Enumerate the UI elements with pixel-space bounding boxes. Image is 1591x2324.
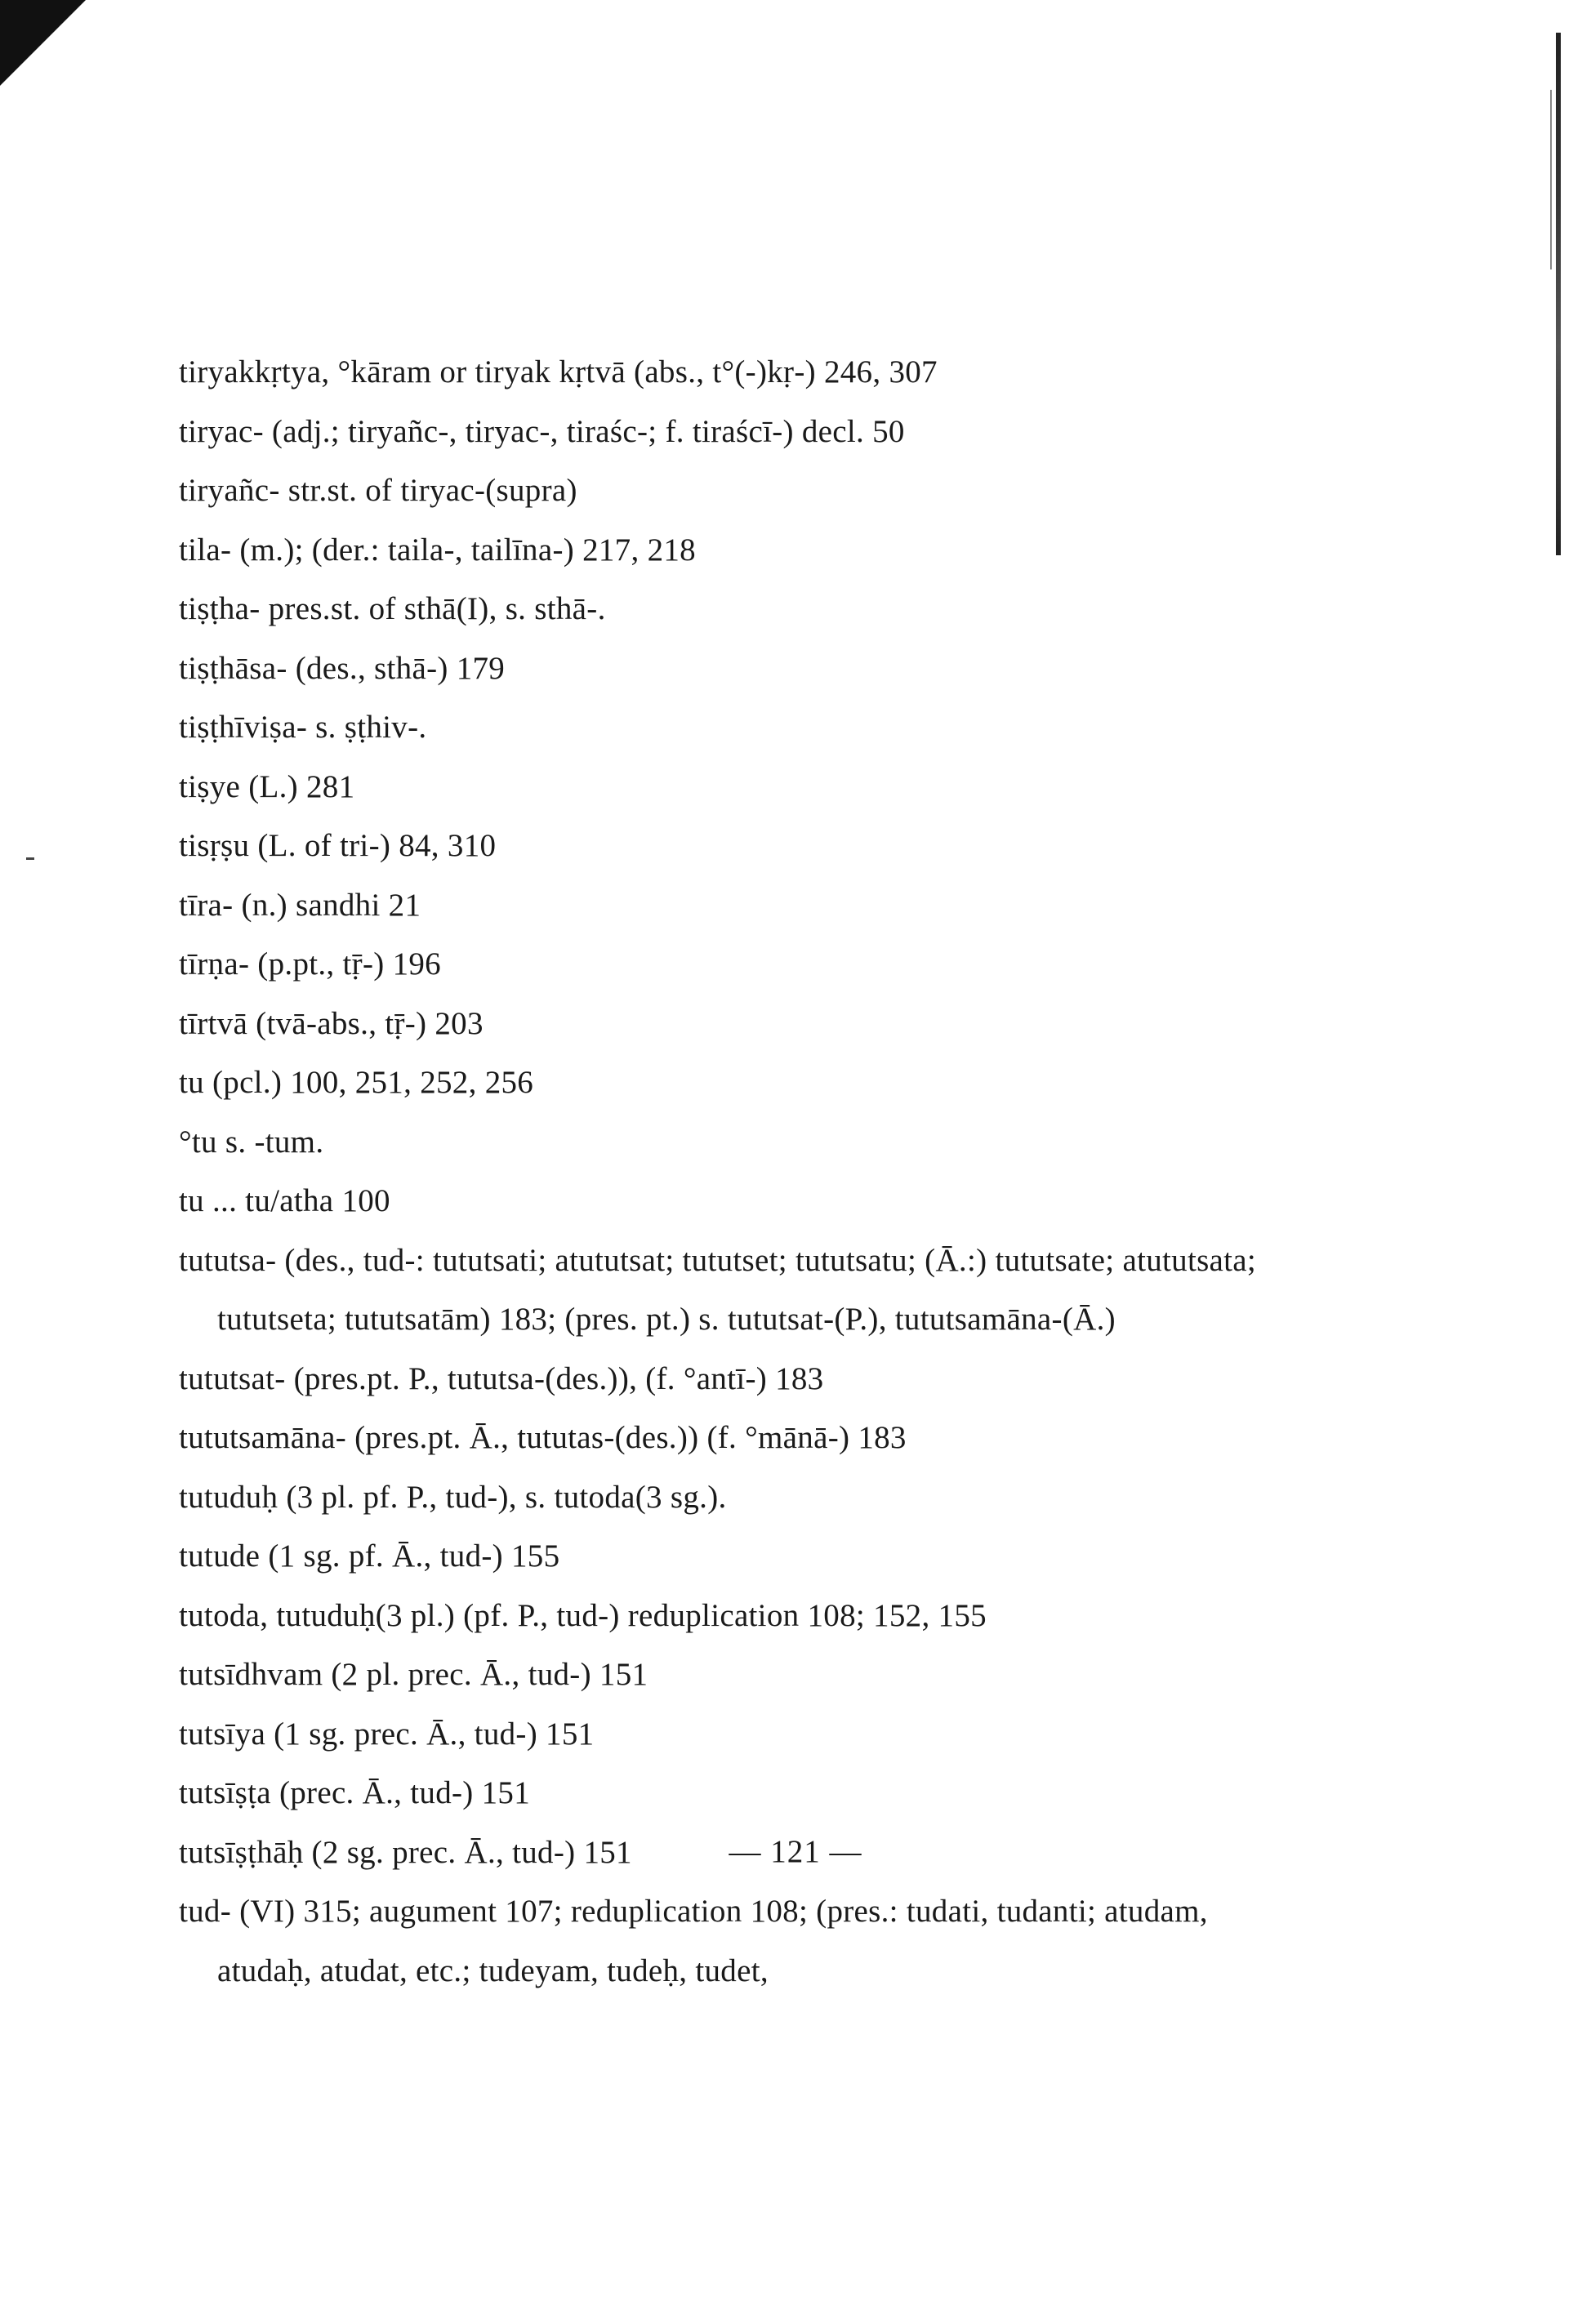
margin-speck [26, 857, 34, 860]
entry-tu-atha: tu ... tu/atha 100 [179, 1183, 390, 1218]
entry-tutsiya: tutsīya (1 sg. prec. Ā., tud-) 151 [179, 1716, 595, 1752]
entry-tirna: tīrṇa- (p.pt., tṝ-) 196 [179, 946, 441, 982]
entry-tisye: tiṣye (L.) 281 [179, 768, 355, 804]
index-entries [179, 343, 1273, 2001]
entry-tirtva: tīrtvā (tvā-abs., tṝ-) 203 [179, 1005, 484, 1041]
entry-tu-pcl: tu (pcl.) 100, 251, 252, 256 [179, 1065, 534, 1100]
entry-tututsat: tututsat- (pres.pt. P., tututsa-(des.)), (f. °antī-) 183 [179, 1360, 824, 1396]
entry-tututsa: tututsa- (des., tud-: tututsati; atututsat; tututset; tututsatu; (Ā.:) tututsate; atututsata; tututseta; tututsatām) 183; (pres. pt.) s. tututsat-(P.), tututsamāna-(Ā.) [179, 1242, 1257, 1337]
entry-tututsamana: tututsamāna- (pres.pt. Ā., tututas-(des.)) (f. °mānā-) 183 [179, 1420, 907, 1455]
entry-tutsidhvam: tutsīdhvam (2 pl. prec. Ā., tud-) 151 [179, 1657, 648, 1692]
entry-tiryac: tiryac- (adj.; tiryañc-, tiryac-, tiraśc-; f. tiraścī-) decl. 50 [179, 413, 905, 449]
entry-tisthivisa: tiṣṭhīviṣa- s. ṣṭhiv-. [179, 710, 427, 745]
entry-tiryakkrtya: tiryakkṛtya, °kāram or tiryak kṛtvā (abs., t°(-)kṛ-) 246, 307 [179, 354, 938, 390]
entry-tu-suffix: °tu s. -tum. [179, 1124, 324, 1160]
entry-tutsista: tutsīṣṭa (prec. Ā., tud-) 151 [179, 1775, 531, 1810]
page-number: — 121 — [729, 1834, 862, 1869]
scan-corner-mark [0, 0, 86, 86]
entry-tiryanc: tiryañc- str.st. of tiryac-(supra) [179, 473, 577, 508]
entry-tutude: tutude (1 sg. pf. Ā., tud-) 155 [179, 1538, 560, 1574]
entry-tistha: tiṣṭha- pres.st. of sthā(I), s. sthā-. [179, 591, 606, 626]
scan-binding-shadow [1550, 90, 1552, 269]
entry-tutsisthah: tutsīṣṭhāḥ (2 sg. prec. Ā., tud-) 151 [179, 1834, 632, 1870]
entry-tutuduh: tutuduḥ (3 pl. pf. P., tud-), s. tutoda(3 sg.). [179, 1479, 727, 1515]
entry-tila: tila- (m.); (der.: taila-, tailīna-) 217, 218 [179, 532, 696, 568]
entry-tisthasa: tiṣṭhāsa- (des., sthā-) 179 [179, 650, 506, 686]
scan-binding-edge [1556, 33, 1561, 555]
entry-tira: tīra- (n.) sandhi 21 [179, 887, 421, 923]
entry-tud: tud- (VI) 315; augument 107; reduplication 108; (pres.: tudati, tudanti; atudam, atudaḥ, atudat, etc.; tudeyam, tudeḥ, tudet, [179, 1894, 1208, 1988]
entry-tisrsu: tisṛṣu (L. of tri-) 84, 310 [179, 828, 497, 863]
entry-tutoda: tutoda, tutuduḥ(3 pl.) (pf. P., tud-) reduplication 108; 152, 155 [179, 1597, 987, 1633]
